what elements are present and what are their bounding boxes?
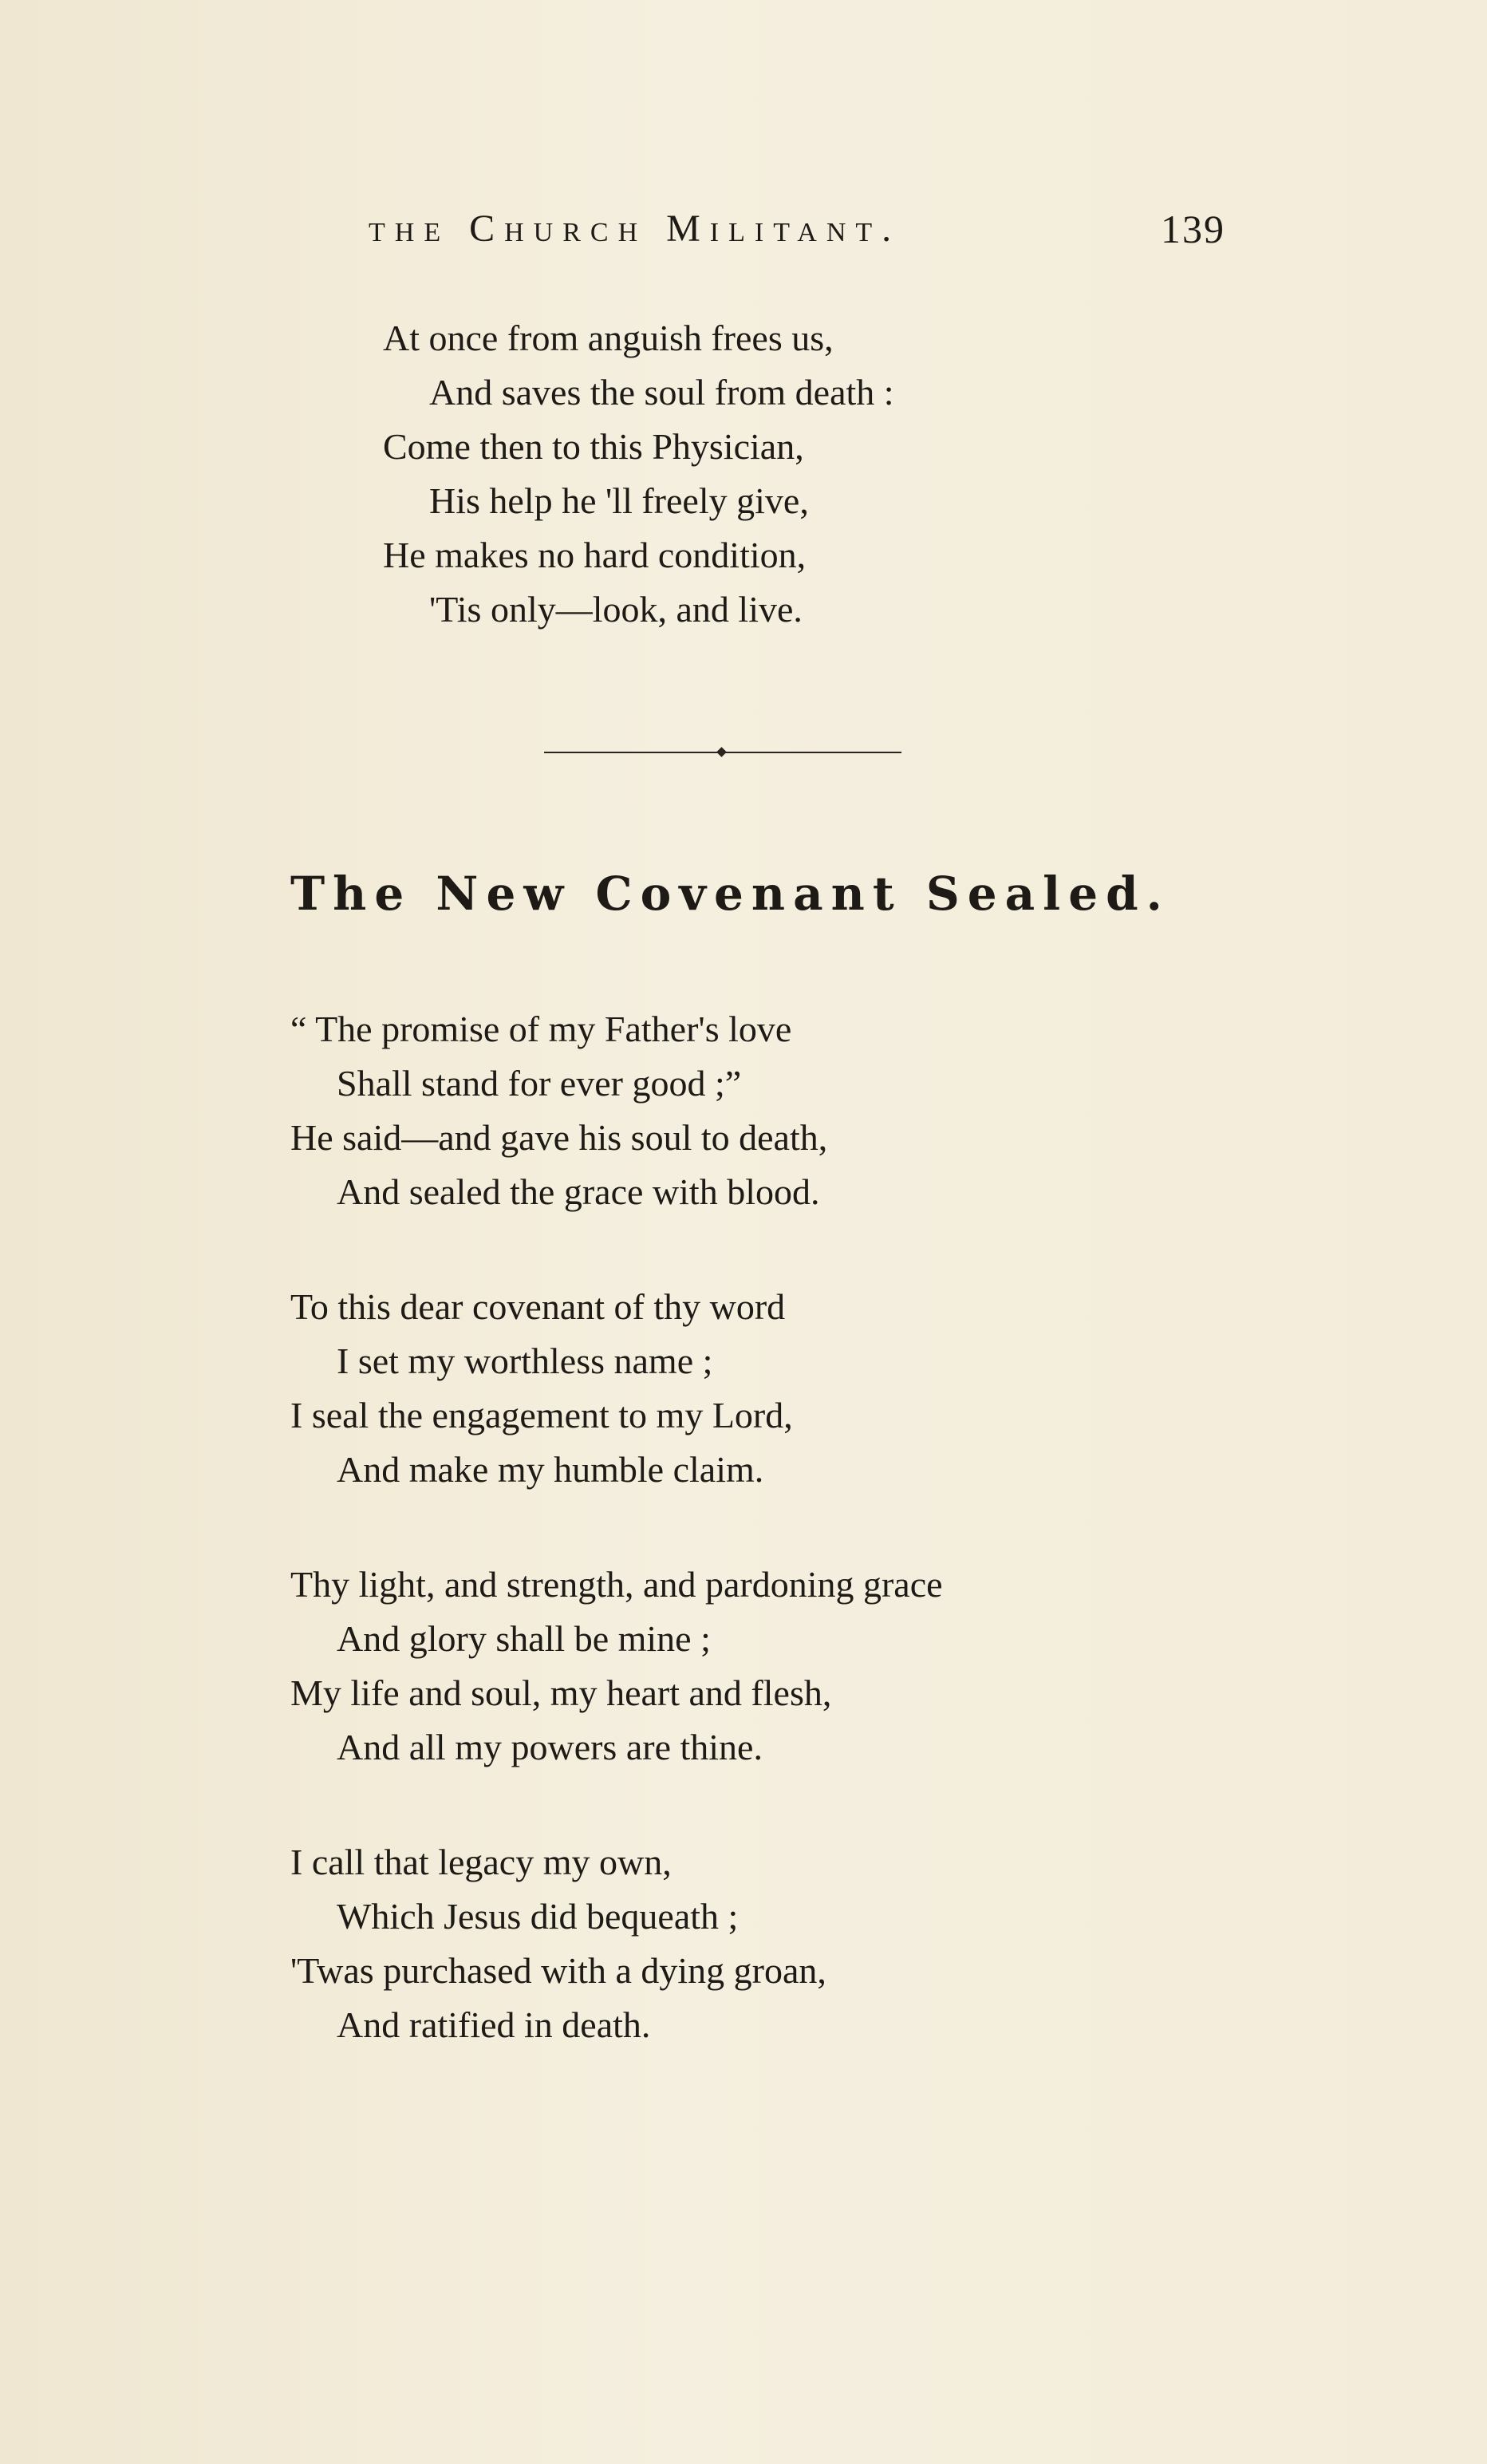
verse-line: He makes no hard condition,	[383, 535, 807, 575]
continued-stanza	[383, 311, 894, 637]
verse-line: He said—and gave his soul to death,	[290, 1117, 828, 1158]
verse-line: And saves the soul from death :	[429, 372, 894, 413]
verse-line: And make my humble claim.	[337, 1449, 764, 1490]
verse-line: 'Twas purchased with a dying groan,	[290, 1950, 826, 1991]
verse-line: And all my powers are thine.	[337, 1727, 763, 1767]
verse-line: And sealed the grace with blood.	[337, 1171, 820, 1212]
verse-line: And glory shall be mine ;	[337, 1618, 711, 1659]
stanza-1	[290, 1002, 827, 1219]
page-number: 139	[1161, 207, 1225, 251]
running-title: the Church Militant.	[369, 207, 901, 250]
verse-line: 'Tis only—look, and live.	[429, 589, 803, 630]
verse-line: “ The promise of my Father's love	[290, 1009, 792, 1049]
verse-line: Come then to this Physician,	[383, 426, 804, 467]
verse-line: I set my worthless name ;	[337, 1341, 713, 1381]
stanza-2	[290, 1280, 793, 1497]
verse-line: I seal the engagement to my Lord,	[290, 1395, 793, 1435]
verse-line: Which Jesus did bequeath ;	[337, 1896, 739, 1937]
verse-line: Shall stand for ever good ;”	[337, 1063, 742, 1104]
verse-line: His help he 'll freely give,	[429, 480, 809, 521]
verse-line: And ratified in death.	[337, 2004, 651, 2045]
divider-ornament-icon	[716, 747, 727, 757]
verse-line: Thy light, and strength, and pardoning grace	[290, 1564, 943, 1605]
verse-line: To this dear covenant of thy word	[290, 1286, 786, 1327]
stanza-4	[290, 1835, 826, 2052]
verse-line: I call that legacy my own,	[290, 1842, 672, 1882]
verse-line: My life and soul, my heart and flesh,	[290, 1672, 832, 1713]
verse-line: At once from anguish frees us,	[383, 318, 834, 358]
running-head	[369, 201, 1225, 257]
section-divider	[544, 747, 901, 758]
hymn-title: The New Covenant Sealed.	[290, 867, 1170, 921]
stanza-3	[290, 1558, 943, 1775]
